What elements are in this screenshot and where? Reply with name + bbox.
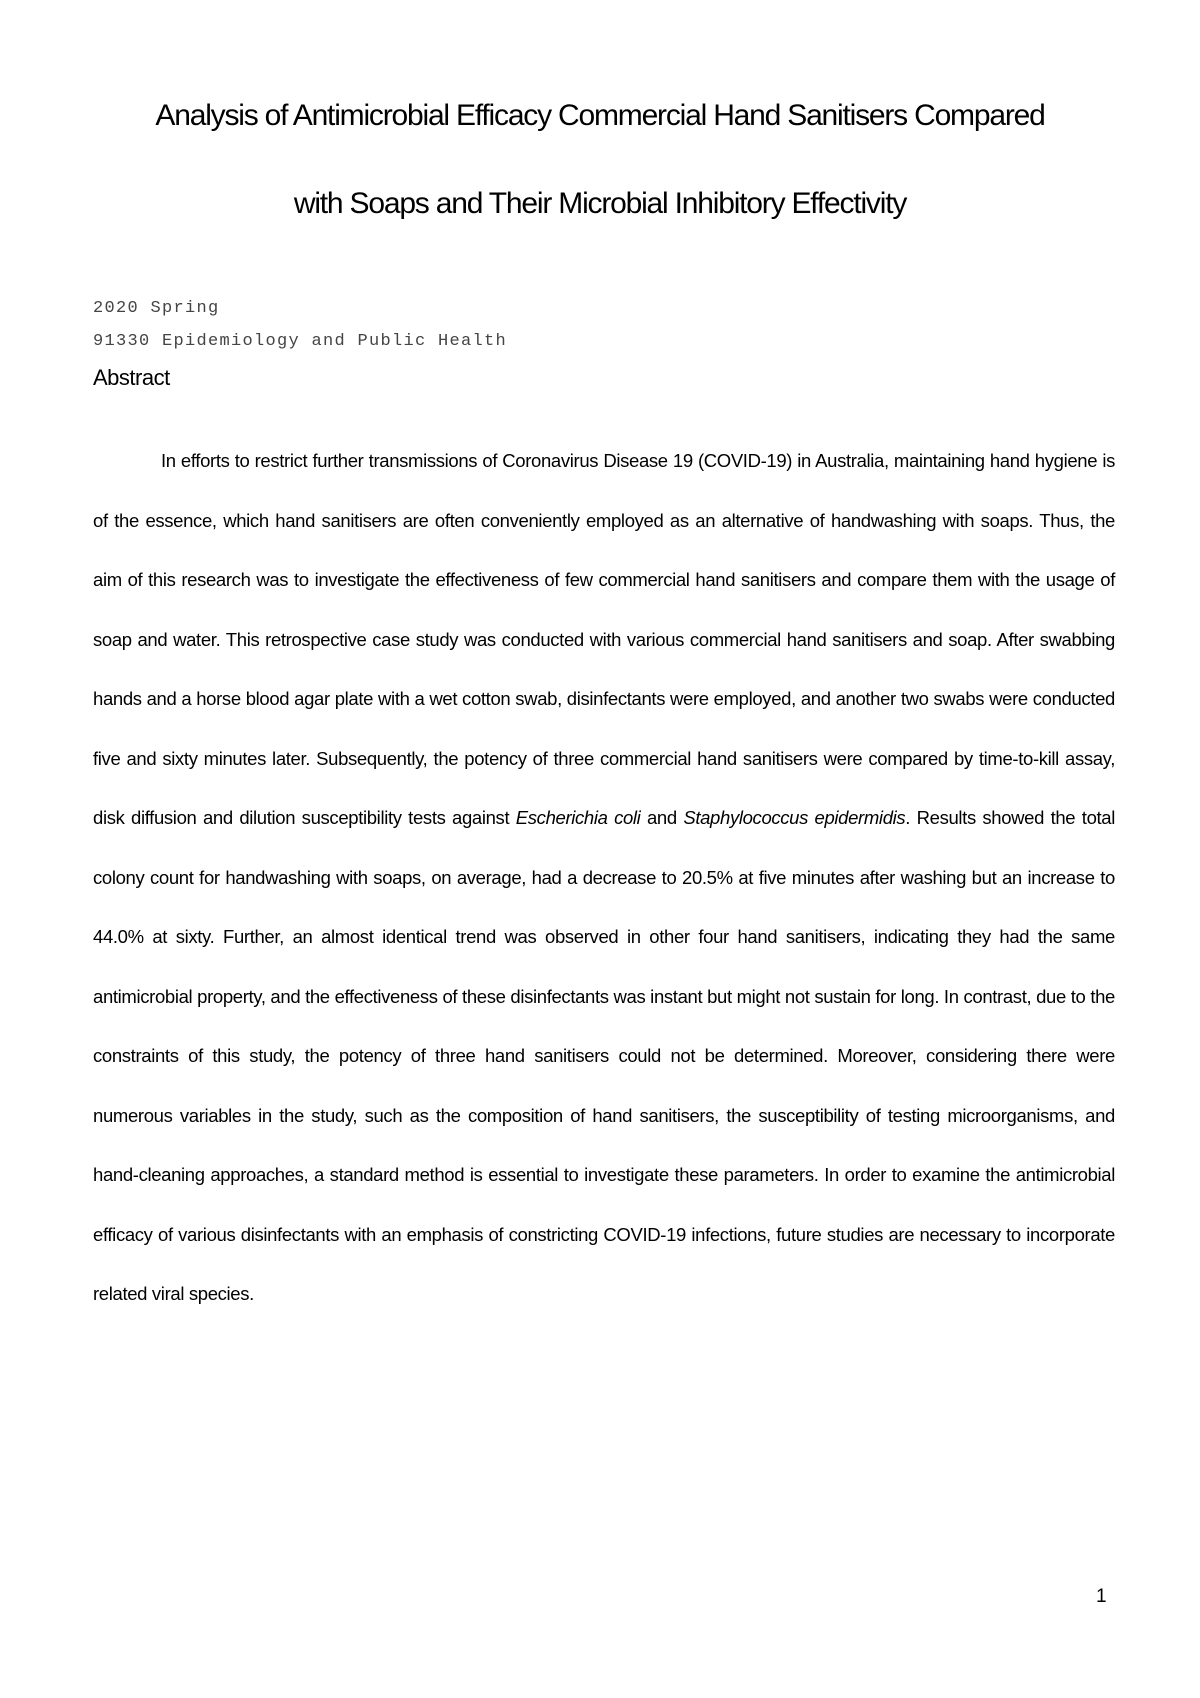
organism-name-sepidermidis: Staphylococcus epidermidis: [683, 807, 906, 828]
abstract-text-part-2: . Results showed the total colony count for handwashing with soaps, on average, had a decrease to 20.5% at five minutes after washing but an increase to 44.0% at sixty. Further, an almost identical trend was observed in other four hand sanitisers, indicating they had the same antimicrobial property, and the effectiveness of these disinfectants was instant but might not sustain for long. In contrast, due to the constraints of this study, the potency of three hand sanitisers could not be determined. Moreover, considering there were numerous variables in the study, such as the composition of hand sanitisers, the susceptibility of testing microorganisms, and hand-cleaning approaches, a standard method is essential to investigate these parameters. In order to examine the antimicrobial efficacy of various disinfectants with an emphasis of constricting COVID-19 infections, future studies are necessary to incorporate related viral species.: [93, 807, 1115, 1304]
abstract-text-part-1: In efforts to restrict further transmissions of Coronavirus Disease 19 (COVID-19) in Australia, maintaining hand hygiene is of the essence, which hand sanitisers are often conveniently employed as an alternative of handwashing with soaps. Thus, the aim of this research was to investigate the effectiveness of few commercial hand sanitisers and compare them with the usage of soap and water. This retrospective case study was conducted with various commercial hand sanitisers and soap. After swabbing hands and a horse blood agar plate with a wet cotton swab, disinfectants were employed, and another two swabs were conducted five and sixty minutes later. Subsequently, the potency of three commercial hand sanitisers were compared by time-to-kill assay, disk diffusion and dilution susceptibility tests against: [93, 450, 1115, 828]
abstract-paragraph: [93, 431, 1115, 1324]
document-title-line-2: with Soaps and Their Microbial Inhibitory Effectivity: [293, 187, 907, 220]
page-number: 1: [1096, 1586, 1107, 1607]
abstract-heading: Abstract: [93, 365, 170, 390]
course-label: 91330 Epidemiology and Public Health: [93, 332, 508, 351]
organism-name-ecoli: Escherichia coli: [515, 807, 641, 828]
document-title-line-1: Analysis of Antimicrobial Efficacy Commercial Hand Sanitisers Compared: [155, 99, 1045, 132]
abstract-connector: and: [640, 807, 684, 828]
semester-label: 2020 Spring: [93, 299, 220, 318]
